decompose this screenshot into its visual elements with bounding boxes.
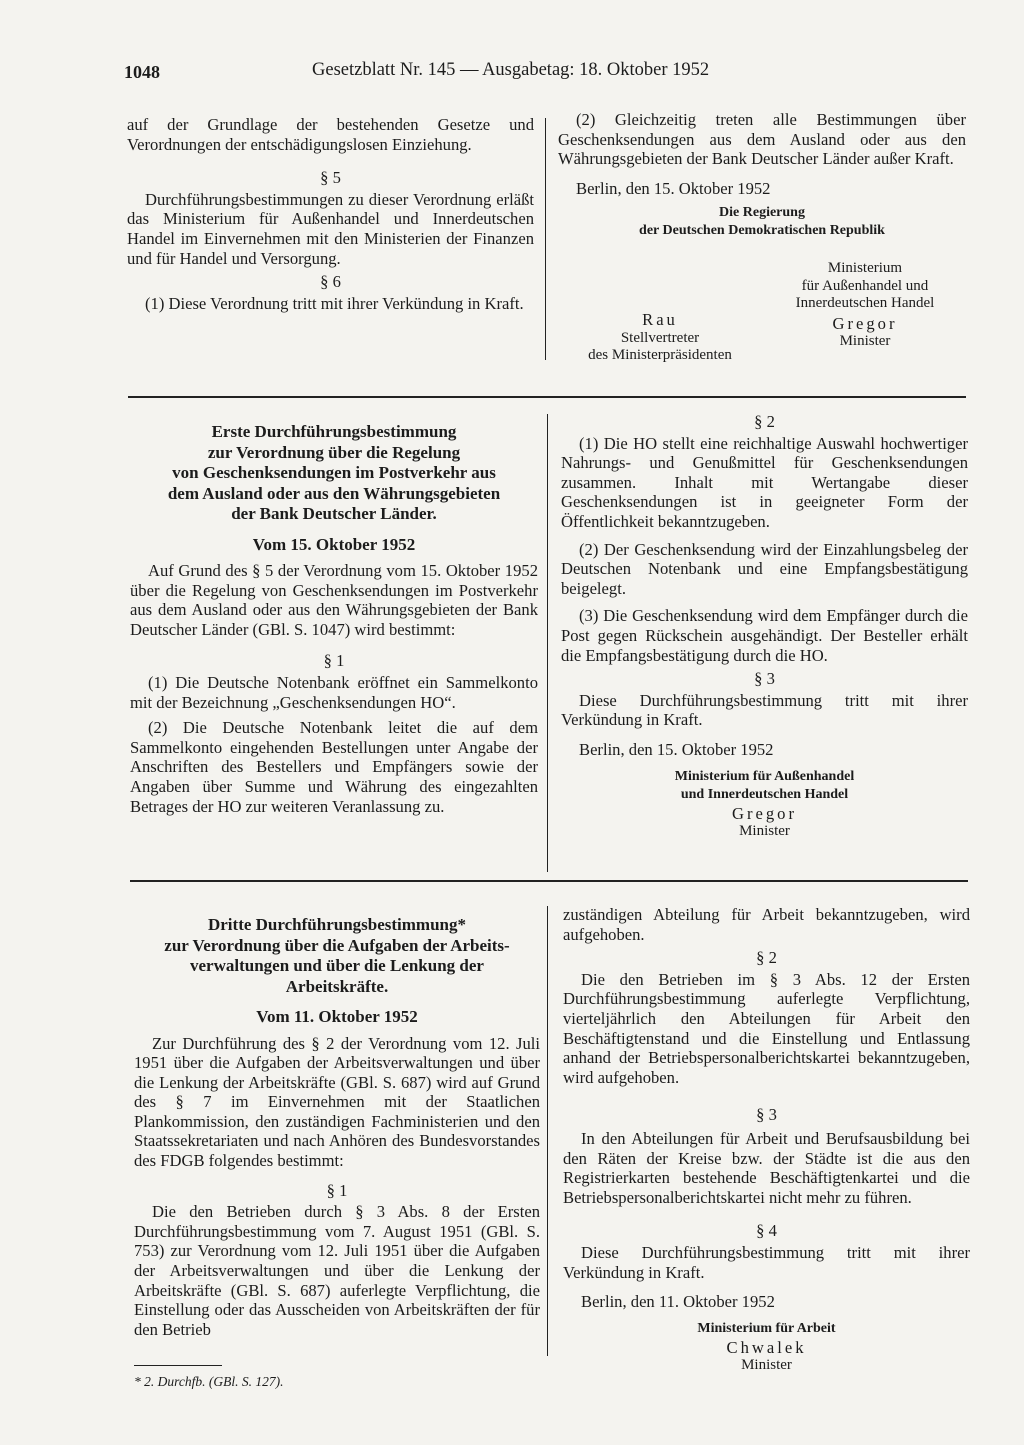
mid-left-column (130, 422, 538, 816)
paragraph: Die den Betrieben im § 3 Abs. 12 der Ersten Durchführungsbestimmung auferlegte Verpflichtung, vierteljährlich den Abteilungen für Arbeit den Beschäftigtenstand und die Einstellung und Entlassung anhand der Betriebspersonalberichtskartei bekanntzugeben, wird aufgehoben. (563, 969, 970, 1087)
date-line: Berlin, den 15. Oktober 1952 (576, 178, 771, 198)
paragraph: (1) Diese Verordnung tritt mit ihrer Verkündung in Kraft. (145, 293, 524, 313)
mid-right-column (561, 412, 968, 841)
signatory-name: Rau (642, 310, 678, 329)
paragraph: auf der Grundlage der bestehenden Gesetze und Verordnungen der entschädigungslosen Einziehung. (127, 115, 534, 154)
section-heading: § 5 (320, 168, 341, 188)
signature-ministry-block (770, 260, 960, 351)
column-divider-top (545, 118, 546, 360)
section-heading: § 3 (756, 1105, 777, 1125)
section-heading: § 4 (756, 1221, 777, 1241)
paragraph: Die den Betrieben durch § 3 Abs. 8 der Ersten Durchführungsbestimmung vom 7. August 1951 (GBl. S. 753) zur Verordnung vom 12. Juli 1951 über die Aufgaben der Arbeitsverwaltungen und über die Lenkung der Arbeitskräfte (GBl. S. 687) auferlegte Verpflichtung, die Einstellung oder das Ausscheiden von Arbeitskräften der für den Betrieb (134, 1202, 540, 1339)
decree-title: Arbeitskräfte. (285, 976, 389, 996)
paragraph: In den Abteilungen für Arbeit und Berufsausbildung bei den Räten der Kreise bzw. der Städte ist die aus den Registrierkarten bestehende Beschäftigtenkartei und die Betriebspersonalberichtskartei nicht mehr zu führen. (563, 1128, 970, 1207)
top-right-column (558, 110, 966, 240)
section-heading: § 2 (754, 412, 775, 431)
bottom-right-column (563, 905, 970, 1375)
signature-deputy-block (560, 310, 760, 365)
paragraph: (2) Gleichzeitig treten alle Bestimmungen über Geschenksendungen aus dem Ausland oder aus den Währungsgebieten der Bank Deutscher Länder außer Kraft. (558, 110, 966, 169)
paragraph: (1) Die Deutsche Notenbank eröffnet ein Sammelkonto mit der Bezeichnung „Geschenksendungen HO“. (130, 672, 538, 712)
paragraph: Diese Durchführungsbestimmung tritt mit ihrer Verkündung in Kraft. (561, 690, 968, 730)
page-number: 1048 (124, 62, 160, 82)
top-left-column (127, 115, 534, 313)
paragraph: zuständigen Abteilung für Arbeit bekanntzugeben, wird aufgehoben. (563, 905, 970, 944)
decree-title: zur Verordnung über die Aufgaben der Arbeits- (164, 935, 510, 955)
signatory-name: Gregor (832, 313, 898, 333)
signatory-role: Minister (739, 823, 790, 840)
signatory-ministry: und Innerdeutschen Handel (680, 786, 849, 802)
decree-title: verwaltungen und über die Lenkung der (190, 956, 484, 975)
paragraph: Durchführungsbestimmungen zu dieser Verordnung erläßt das Ministerium für Außenhandel und Innerdeutschen Handel im Einvernehmen mit den Ministerien der Finanzen und für Handel und Versorgung. (127, 189, 534, 268)
section-heading: § 2 (756, 948, 777, 968)
signatory-role: Minister (741, 1357, 792, 1374)
date-line: Berlin, den 11. Oktober 1952 (581, 1292, 775, 1312)
decree-title: der Bank Deutscher Länder. (231, 504, 437, 523)
decree-title: zur Verordnung über die Regelung (207, 442, 461, 462)
signatory-name: Gregor (732, 803, 797, 823)
decree-date: Vom 11. Oktober 1952 (256, 1007, 418, 1026)
page-header-title: Gesetzblatt Nr. 145 — Ausgabetag: 18. Oktober 1952 (312, 60, 710, 80)
footnote: * 2. Durchfb. (GBl. S. 127). (134, 1374, 284, 1389)
section-heading: § 1 (326, 1180, 348, 1200)
section-heading: § 6 (320, 272, 341, 292)
paragraph: Diese Durchführungsbestimmung tritt mit ihrer Verkündung in Kraft. (563, 1242, 970, 1282)
signatory-name: Chwalek (726, 1337, 807, 1357)
column-divider-bottom (547, 906, 548, 1356)
decree-title: Dritte Durchführungsbestimmung* (207, 915, 466, 934)
date-line: Berlin, den 15. Oktober 1952 (579, 739, 774, 759)
signatory-government: der Deutschen Demokratischen Republik (639, 223, 885, 239)
paragraph: Auf Grund des § 5 der Verordnung vom 15. Oktober 1952 über die Regelung von Geschenksendungen im Postverkehr aus dem Ausland oder aus den Währungsgebieten der Bank Deutscher Länder (GBl. S. 1047) wird bestimmt: (130, 561, 538, 639)
signatory-ministry: Ministerium für Außenhandel (674, 768, 855, 784)
section-heading: § 3 (754, 669, 775, 689)
bottom-left-column (134, 915, 540, 1339)
paragraph: (2) Der Geschenksendung wird der Einzahlungsbeleg der Deutschen Notenbank und eine Empfangsbestätigung beigelegt. (561, 539, 968, 598)
footnote-rule (134, 1365, 222, 1366)
decree-title: Erste Durchführungsbestimmung (211, 422, 457, 441)
signatory-government: Die Regierung (719, 205, 805, 221)
section-separator-1 (128, 396, 966, 398)
signatory-role: des Ministerpräsidenten (588, 347, 732, 364)
column-divider-mid (547, 414, 548, 872)
paragraph: Zur Durchführung des § 2 der Verordnung vom 12. Juli 1951 über die Aufgaben der Arbeitsverwaltungen und über die Lenkung der Arbeitskräfte (GBl. S. 687) wird auf Grund des § 7 im Einvernehmen mit der Staatlichen Plankommission, den zuständigen Fachministerien und den Staatssekretariaten und nach Anhören des Bundesvorstandes des FDGB folgendes bestimmt: (134, 1033, 540, 1171)
section-separator-2 (130, 880, 968, 882)
section-heading: § 1 (323, 651, 345, 671)
signatory-role: Minister (839, 333, 891, 350)
decree-title: dem Ausland oder aus den Währungsgebieten (167, 483, 501, 503)
ministry-line: Ministerium (827, 260, 903, 276)
ministry-line: Innerdeutschen Handel (795, 295, 935, 311)
paragraph: (2) Die Deutsche Notenbank leitet die auf dem Sammelkonto eingehenden Bestellungen unter Angabe der Anschriften des Bestellers und Empfängers sowie der Angaben über Summe und Währung des eingezahlten Betrages der HO zur weiteren Veranlassung zu. (130, 718, 538, 816)
ministry-line: für Außenhandel und (801, 277, 929, 294)
decree-title: von Geschenksendungen im Postverkehr aus (172, 463, 496, 482)
decree-date: Vom 15. Oktober 1952 (252, 534, 416, 554)
paragraph: (1) Die HO stellt eine reichhaltige Auswahl hochwertiger Nahrungs- und Genußmittel für Geschenksendungen zusammen. Inhalt mit Wertangabe dieser Geschenksendungen ist in geeigneter Form der Öffentlichkeit bekanntzugeben. (561, 433, 968, 531)
signatory-ministry: Ministerium für Arbeit (697, 1320, 836, 1336)
paragraph: (3) Die Geschenksendung wird dem Empfänger durch die Post gegen Rückschein ausgehändigt. Der Besteller erhält die Empfangsbestätigung durch die HO. (561, 606, 968, 665)
signatory-role: Stellvertreter (620, 329, 700, 346)
